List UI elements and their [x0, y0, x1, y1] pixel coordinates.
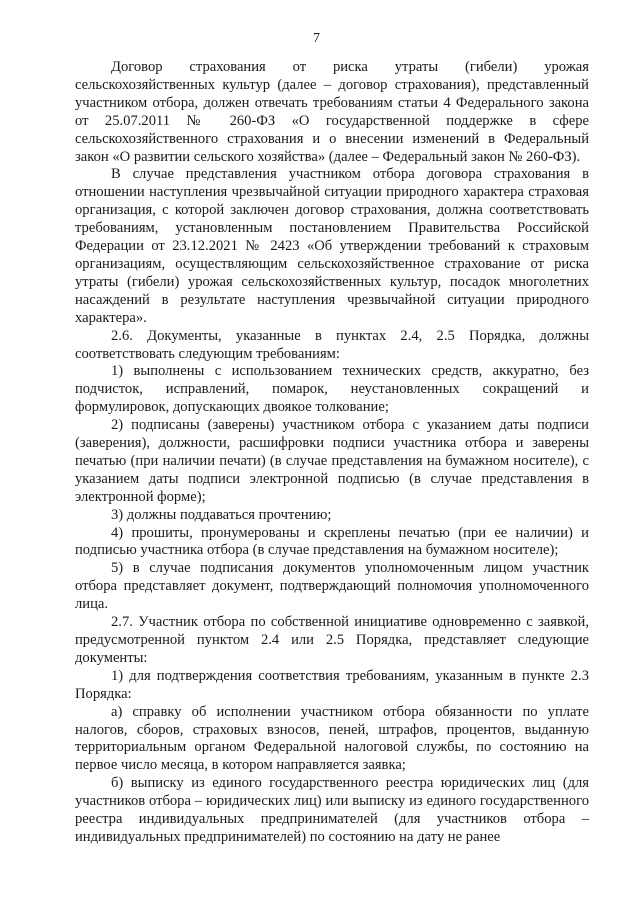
list-item-2-6-1: 1) выполнены с использованием технических средств, аккуратно, без подчисток, исправлений, помарок, неустановленных сокращений и формулировок, допускающих двоякое толкование;	[75, 363, 589, 416]
document-body	[75, 59, 589, 847]
list-item-2-7-1-b: б) выписку из единого государственного реестра юридических лиц (для участников отбора – юридических лиц) или выписку из единого государственного реестра индивидуальных предпринимателей (для участников отбора – индивидуальных предпринимателей) по состоянию на дату не ранее	[75, 775, 589, 845]
list-item-2-6-2: 2) подписаны (заверены) участником отбора с указанием даты подписи (заверения), должности, расшифровки подписи участника отбора и заверены печатью (при наличии печати) (в случае представления на бумажном носителе), с указанием даты подписи электронной подписью (в случае представления в электронной форме);	[75, 417, 589, 505]
list-item-2-6-5: 5) в случае подписания документов уполномоченным лицом участник отбора представляет документ, подтверждающий полномочия уполномоченного лица.	[75, 560, 589, 613]
paragraph-2-6: 2.6. Документы, указанные в пунктах 2.4, 2.5 Порядка, должны соответствовать следующим требованиям:	[75, 327, 589, 362]
list-item-2-7-1: 1) для подтверждения соответствия требованиям, указанным в пункте 2.3 Порядка:	[75, 667, 589, 702]
list-item-2-6-4: 4) прошиты, пронумерованы и скреплены печатью (при ее наличии) и подписью участника отбора (в случае представления на бумажном носителе);	[75, 524, 589, 559]
paragraph-insurance-contract: Договор страхования от риска утраты (гибели) урожая сельскохозяйственных культур (далее – договор страхования), представленный участником отбора, должен отвечать требованиям статьи 4 Федерального закона от 25.07.2011 № 260-ФЗ «О государственной поддержке в сфере сельскохозяйственного страхования и о внесении изменений в Федеральный закон «О развитии сельского хозяйства» (далее – Федеральный закон № 260-ФЗ).	[75, 59, 589, 165]
paragraph-emergency-insurance: В случае представления участником отбора договора страхования в отношении наступления чрезвычайной ситуации природного характера страховая организация, с которой заключен договор страхования, должна соответствовать требованиям, установленным постановлением Правительства Российской Федерации от 23.12.2021 № 2423 «Об утверждении требований к страховым организациям, осуществляющим сельскохозяйственное страхование от риска утраты (гибели) урожая сельскохозяйственных культур, посадок многолетних насаждений в результате наступления чрезвычайной ситуации природного характера».	[75, 166, 589, 326]
paragraph-2-7: 2.7. Участник отбора по собственной инициативе одновременно с заявкой, предусмотренной пунктом 2.4 или 2.5 Порядка, представляет следующие документы:	[75, 614, 589, 666]
list-item-2-6-3: 3) должны поддаваться прочтению;	[111, 506, 332, 523]
page-number: 7	[313, 31, 320, 46]
list-item-2-7-1-a: а) справку об исполнении участником отбора обязанности по уплате налогов, сборов, страховых взносов, пеней, штрафов, процентов, выданную территориальным органом Федеральной налоговой службы, по состоянию на первое число месяца, в котором направляется заявка;	[75, 703, 589, 774]
